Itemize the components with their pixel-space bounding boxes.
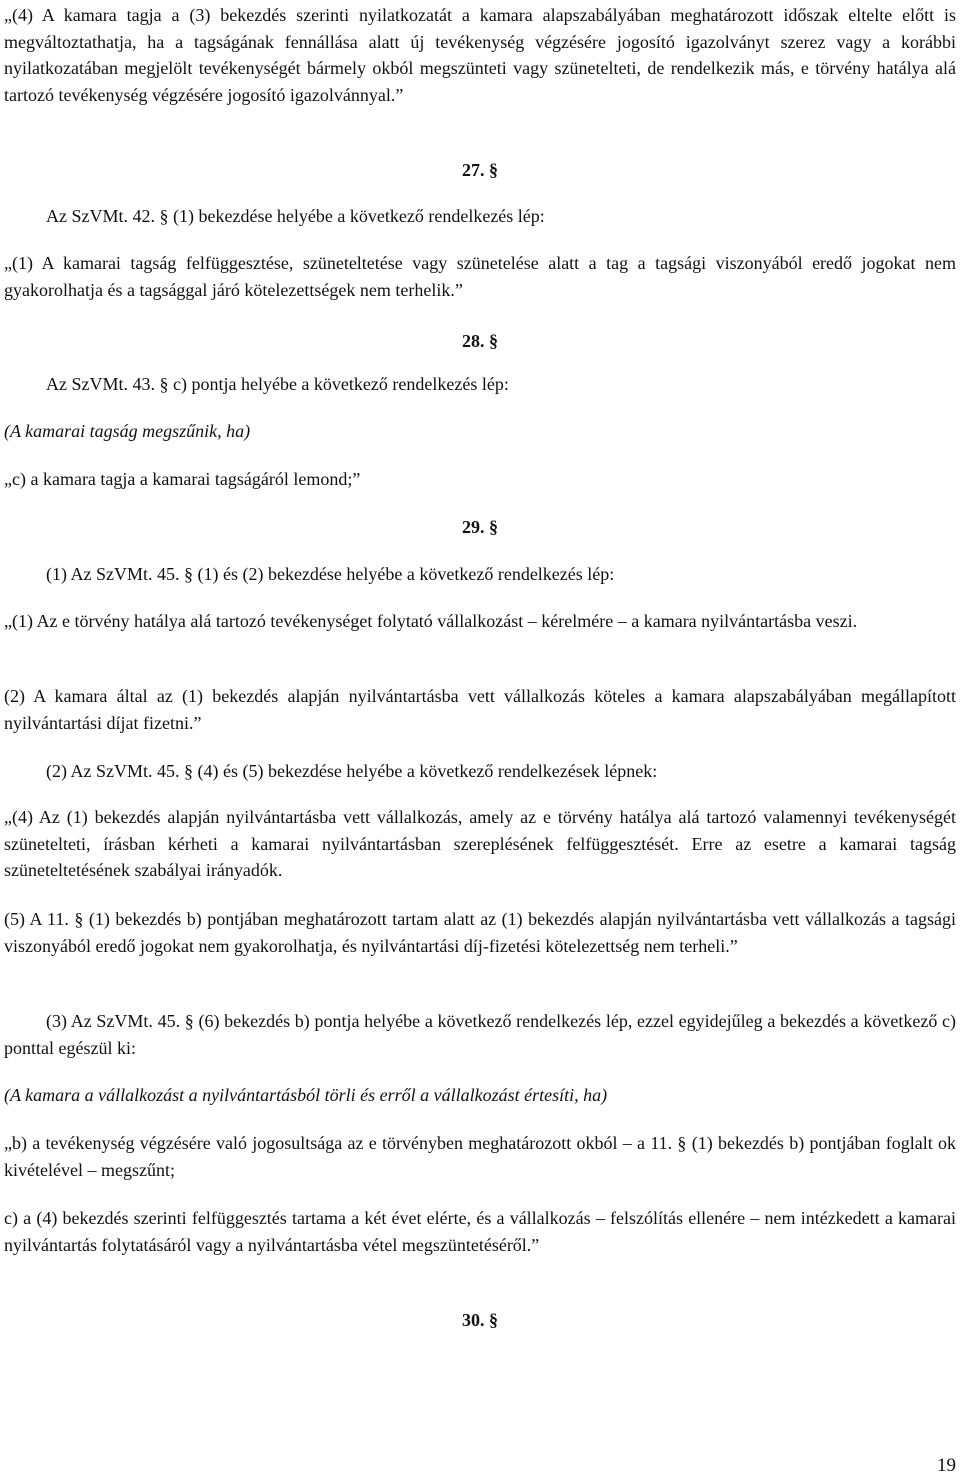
paragraph-quote-45-6-b: „b) a tevékenység végzésére való jogosultsága az e törvényben meghatározott okból – a 11. § (1) bekezdés b) pontjában foglalt ok kivételével – megszűnt; — [4, 1133, 956, 1180]
paragraph-context-43: (A kamarai tagság megszűnik, ha) — [4, 421, 251, 441]
paragraph-quote-45-6-c: c) a (4) bekezdés szerinti felfüggesztés tartama a két évet elérte, és a vállalkozás – felszólítás ellenére – nem intézkedett a kamarai nyilvántartás folytatásáról vagy a nyilvántartásba vétel megszüntetéséről.” — [4, 1208, 956, 1255]
paragraph-quote-43-c: „c) a kamara tagja a kamarai tagságáról lemond;” — [4, 469, 361, 489]
paragraph-quote-45-2: (2) A kamara által az (1) bekezdés alapján nyilvántartásba vett vállalkozás köteles a kamara alapszabályában megállapított nyilvántartási díjat fizetni.” — [4, 686, 956, 733]
section-heading-30: 30. § — [462, 1310, 498, 1330]
section-heading-28: 28. § — [462, 331, 498, 351]
paragraph-amendment-45-1-2: (1) Az SzVMt. 45. § (1) és (2) bekezdése helyébe a következő rendelkezés lép: — [46, 564, 615, 584]
paragraph-quote-45-1: „(1) Az e törvény hatálya alá tartozó tevékenységet folytató vállalkozást – kérelmére – a kamara nyilvántartásba veszi. — [4, 611, 858, 631]
paragraph-quote-42-1: „(1) A kamarai tagság felfüggesztése, szüneteltetése vagy szünetelése alatt a tag a tagsági viszonyából eredő jogokat nem gyakorolhatja és a tagsággal járó kötelezettségek nem terhelik.” — [4, 253, 956, 300]
paragraph-amendment-43: Az SzVMt. 43. § c) pontja helyébe a következő rendelkezés lép: — [46, 374, 509, 394]
paragraph-quote-45-4: „(4) Az (1) bekezdés alapján nyilvántartásba vett vállalkozás, amely az e törvény hatálya alá tartozó valamennyi tevékenységét szünetelteti, írásban kérheti a kamarai nyilvántartásban szereplésének felfüggesztését. Erre az esetre a kamarai tagság szüneteltetésének szabályai irányadók. — [4, 807, 956, 880]
paragraph-amendment-42: Az SzVMt. 42. § (1) bekezdése helyébe a következő rendelkezés lép: — [46, 206, 545, 226]
paragraph-context-45-6: (A kamara a vállalkozást a nyilvántartásból törli és erről a vállalkozást értesíti, ha) — [4, 1085, 608, 1105]
paragraph-amendment-45-4-5: (2) Az SzVMt. 45. § (4) és (5) bekezdése helyébe a következő rendelkezések lépnek: — [46, 761, 658, 781]
paragraph-27-preceding-quote: „(4) A kamara tagja a (3) bekezdés szerinti nyilatkozatát a kamara alapszabályában meghatározott időszak eltelte előtt is megváltoztathatja, ha a tagságának fennállása alatt új tevékenység végzésére jogosító igazolványt szerez vagy a korábbi nyilatkozatában megjelölt tevékenységét bármely okból megszünteti vagy szünetelteti, de rendelkezik más, e törvény hatálya alá tartozó tevékenység végzésére jogosító igazolvánnyal.” — [4, 5, 956, 105]
section-heading-27: 27. § — [462, 160, 498, 180]
paragraph-quote-45-5: (5) A 11. § (1) bekezdés b) pontjában meghatározott tartam alatt az (1) bekezdés alapján nyilvántartásba vett vállalkozás a tagsági viszonyából eredő jogokat nem gyakorolhatja, és nyilvántartási díj-fizetési kötelezettség nem terheli.” — [4, 909, 956, 956]
paragraph-amendment-45-6: (3) Az SzVMt. 45. § (6) bekezdés b) pontja helyébe a következő rendelkezés lép, ezzel egyidejűleg a bekezdés a következő c) ponttal egészül ki: — [4, 1011, 956, 1058]
page-number: 19 — [937, 1455, 956, 1476]
section-heading-29: 29. § — [462, 517, 498, 537]
